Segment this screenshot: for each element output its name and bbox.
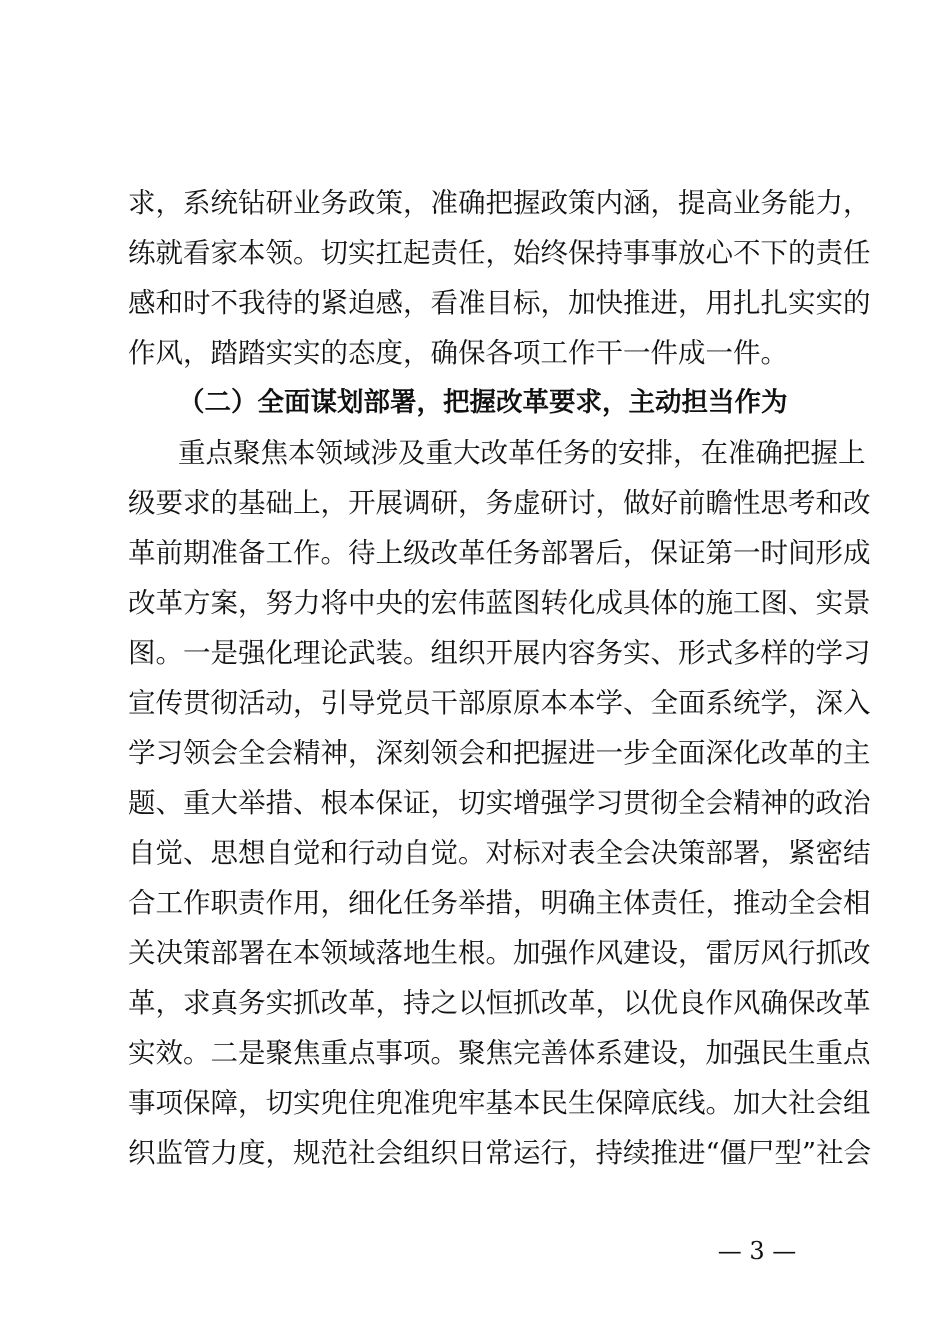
paragraph-2-line-14: 事项保障，切实兜住兜准兜牢基本民生保障底线。加大社会组	[128, 1087, 871, 1119]
paragraph-2-line-15: 织监管力度，规范社会组织日常运行，持续推进“僵尸型”社会	[128, 1137, 872, 1169]
paragraph-1-line-1: 求，系统钻研业务政策，准确把握政策内涵，提高业务能力，	[128, 187, 871, 219]
paragraph-1-line-3: 感和时不我待的紧迫感，看准目标，加快推进，用扎扎实实的	[128, 287, 871, 319]
paragraph-2-line-13: 实效。二是聚焦重点事项。聚焦完善体系建设，加强民生重点	[128, 1037, 871, 1069]
paragraph-2-line-1: 重点聚焦本领域涉及重大改革任务的安排，在准确把握上	[178, 437, 866, 469]
paragraph-2-line-4: 改革方案，努力将中央的宏伟蓝图转化成具体的施工图、实景	[128, 587, 871, 619]
paragraph-2-line-11: 关决策部署在本领域落地生根。加强作风建设，雷厉风行抓改	[128, 937, 871, 969]
paragraph-2-line-6: 宣传贯彻活动，引导党员干部原原本本学、全面系统学，深入	[128, 687, 871, 719]
paragraph-2-line-2: 级要求的基础上，开展调研，务虚研讨，做好前瞻性思考和改	[128, 487, 871, 519]
paragraph-2-line-3: 革前期准备工作。待上级改革任务部署后，保证第一时间形成	[128, 537, 871, 569]
page-number: — 3 —	[717, 1237, 797, 1265]
paragraph-2-line-8: 题、重大举措、根本保证，切实增强学习贯彻全会精神的政治	[128, 787, 871, 819]
paragraph-1-line-2: 练就看家本领。切实扛起责任，始终保持事事放心不下的责任	[128, 237, 871, 269]
paragraph-1-line-4: 作风，踏踏实实的态度，确保各项工作干一件成一件。	[128, 337, 788, 369]
paragraph-2-line-7: 学习领会全会精神，深刻领会和把握进一步全面深化改革的主	[128, 737, 871, 769]
paragraph-2-line-12: 革，求真务实抓改革，持之以恒抓改革，以优良作风确保改革	[128, 987, 871, 1019]
section-heading: （二）全面谋划部署，把握改革要求，主动担当作为	[178, 387, 788, 418]
paragraph-2-line-10: 合工作职责作用，细化任务举措，明确主体责任，推动全会相	[128, 887, 871, 919]
paragraph-2-line-5: 图。一是强化理论武装。组织开展内容务实、形式多样的学习	[128, 637, 871, 669]
paragraph-2-line-9: 自觉、思想自觉和行动自觉。对标对表全会决策部署，紧密结	[128, 837, 871, 869]
